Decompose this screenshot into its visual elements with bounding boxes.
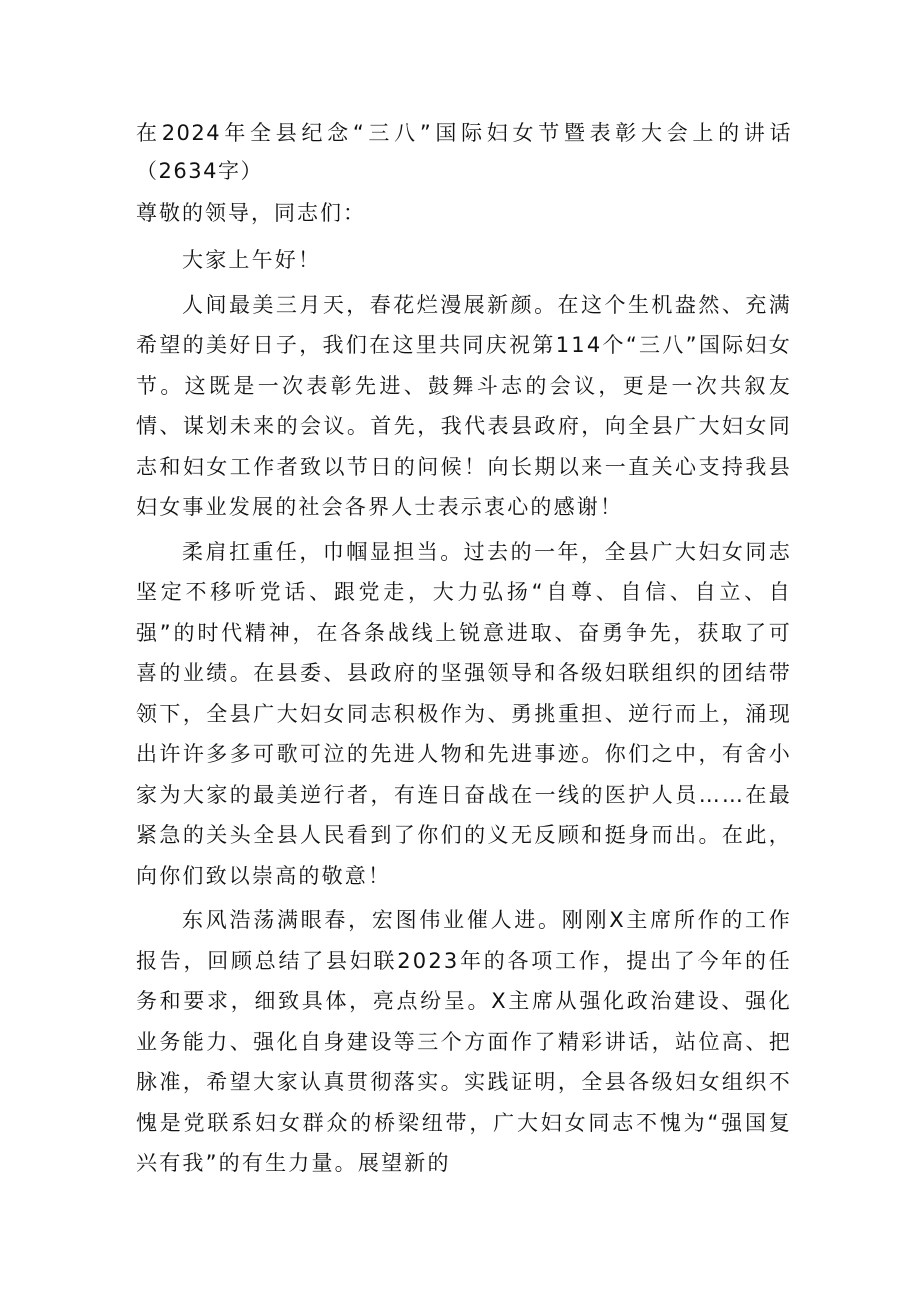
paragraph-outlook: 东风浩荡满眼春，宏图伟业催人进。刚刚X主席所作的工作报告，回顾总结了县妇联2023年的各项工作，提出了今年的任务和要求，细致具体，亮点纷呈。X主席从强化政治建设、强化业务能力、强化自身建设等三个方面作了精彩讲话，站位高、把脉准，希望大家认真贯彻落实。实践证明，全县各级妇女组织不愧是党联系妇女群众的桥梁纽带，广大妇女同志不愧为“强国复兴有我”的有生力量。展望新的	[136, 908, 792, 1175]
paragraph-opening: 人间最美三月天，春花烂漫展新颜。在这个生机盎然、充满希望的美好日子，我们在这里共同庆祝第114个“三八”国际妇女节。这既是一次表彰先进、鼓舞斗志的会议，更是一次共叙友情、谋划未来的会议。首先，我代表县政府，向全县广大妇女同志和妇女工作者致以节日的问候！向长期以来一直关心支持我县妇女事业发展的社会各界人士表示衷心的感谢！	[136, 292, 792, 519]
document-body	[136, 114, 792, 1184]
document-title: 在2024年全县纪念“三八”国际妇女节暨表彰大会上的讲话（2634字）	[136, 121, 792, 183]
paragraph-greeting: 大家上午好！	[182, 248, 322, 272]
salutation: 尊敬的领导，同志们：	[136, 201, 366, 225]
paragraph-achievements: 柔肩扛重任，巾帼显担当。过去的一年，全县广大妇女同志坚定不移听党话、跟党走，大力弘扬“自尊、自信、自立、自强”的时代精神，在各条战线上锐意进取、奋勇争先，获取了可喜的业绩。在县委、县政府的坚强领导和各级妇联组织的团结带领下，全县广大妇女同志积极作为、勇挑重担、逆行而上，涌现出许许多多可歌可泣的先进人物和先进事迹。你们之中，有舍小家为大家的最美逆行者，有连日奋战在一线的医护人员……在最紧急的关头全县人民看到了你们的义无反顾和挺身而出。在此，向你们致以崇高的敬意！	[136, 539, 792, 888]
